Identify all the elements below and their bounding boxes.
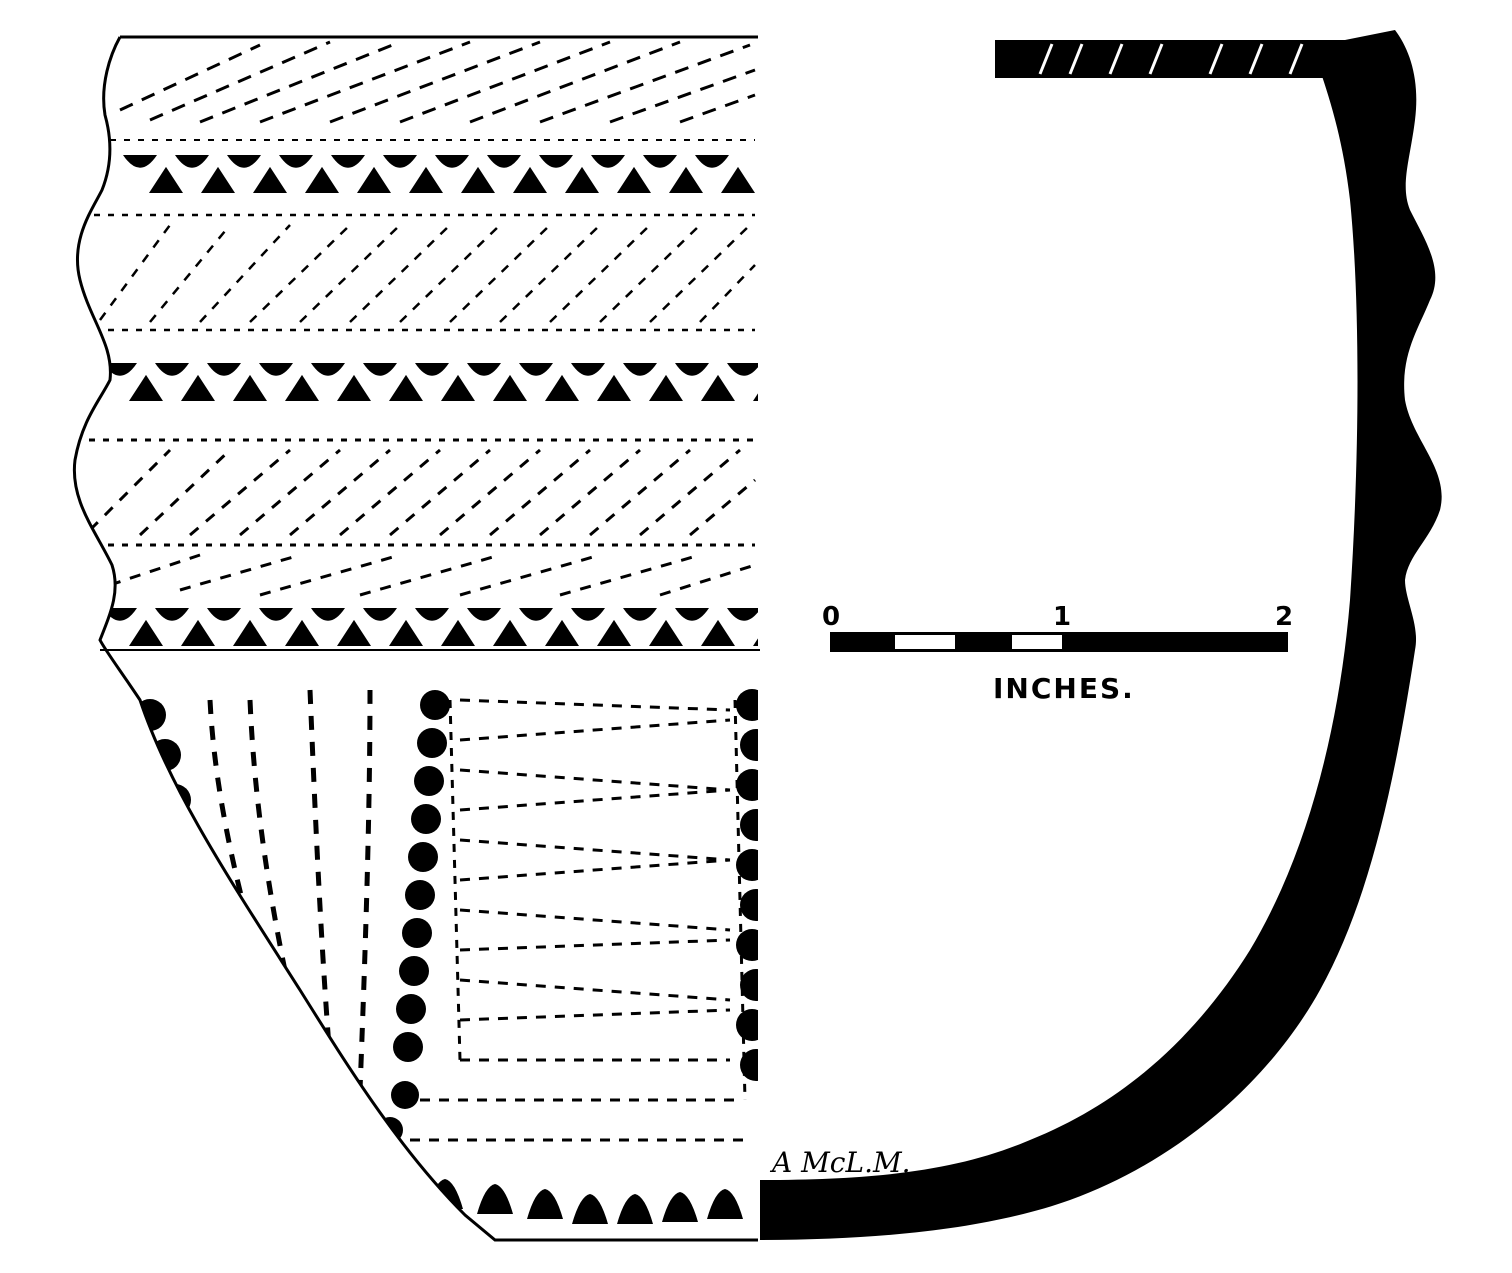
bead-impression xyxy=(736,769,768,801)
bead-impression xyxy=(417,728,447,758)
triangle-impression xyxy=(467,363,501,376)
bead-impression xyxy=(736,689,768,721)
triangle-impression xyxy=(129,375,163,401)
triangle-impression xyxy=(285,620,319,646)
bead-column-outer xyxy=(134,699,205,865)
horizontal-dash-panel xyxy=(410,700,750,1140)
bead-impression xyxy=(740,969,772,1001)
triangle-impression-row xyxy=(103,363,787,401)
triangle-impression xyxy=(545,375,579,401)
triangle-impression xyxy=(357,167,391,193)
triangle-impression xyxy=(259,608,293,621)
bead-impression xyxy=(411,804,441,834)
triangle-impression xyxy=(727,608,761,621)
scale-tick-1: 1 xyxy=(1053,602,1072,632)
triangle-impression xyxy=(487,155,521,168)
triangle-impression xyxy=(675,608,709,621)
triangle-impression xyxy=(149,167,183,193)
artist-signature: A McL.M. xyxy=(772,1146,911,1179)
triangle-impression xyxy=(233,620,267,646)
triangle-impression xyxy=(175,155,209,168)
bead-impression xyxy=(402,918,432,948)
triangle-impression xyxy=(591,155,625,168)
triangle-impression xyxy=(493,620,527,646)
triangle-impression xyxy=(279,155,313,168)
triangle-impression xyxy=(527,1189,563,1219)
triangle-impression xyxy=(461,167,495,193)
bead-impression xyxy=(740,729,772,761)
triangle-impression xyxy=(467,608,501,621)
triangle-impression xyxy=(155,363,189,376)
triangle-impression xyxy=(233,375,267,401)
bead-impression xyxy=(393,1032,423,1062)
triangle-impression xyxy=(753,375,787,401)
triangle-impression xyxy=(103,363,137,376)
triangle-impression xyxy=(311,608,345,621)
bead-column-left xyxy=(377,690,450,1143)
triangle-impression-row xyxy=(103,608,787,646)
bead-column-right xyxy=(736,689,772,1081)
bead-impression xyxy=(396,994,426,1024)
triangle-impression-row xyxy=(123,155,755,193)
triangle-impression xyxy=(701,375,735,401)
triangle-impression xyxy=(227,155,261,168)
triangle-impression xyxy=(415,608,449,621)
triangle-impression xyxy=(727,363,761,376)
triangle-impression xyxy=(623,608,657,621)
vertical-dash-panel xyxy=(210,690,370,1090)
triangle-impression-row-bottom xyxy=(427,1179,743,1224)
triangle-impression xyxy=(201,167,235,193)
hatch-band-lower-middle xyxy=(75,440,755,595)
triangle-impression xyxy=(753,620,787,646)
triangle-impression xyxy=(701,620,735,646)
triangle-impression xyxy=(617,1194,653,1224)
triangle-impression xyxy=(435,155,469,168)
triangle-impression xyxy=(617,167,651,193)
hatch-band-upper-middle xyxy=(80,215,755,330)
triangle-impression xyxy=(129,620,163,646)
triangle-impression xyxy=(363,363,397,376)
triangle-impression xyxy=(597,620,631,646)
bead-impression xyxy=(736,1009,768,1041)
hatch-band-top xyxy=(110,42,755,140)
triangle-impression xyxy=(649,620,683,646)
triangle-impression xyxy=(383,155,417,168)
triangle-impression xyxy=(597,375,631,401)
triangle-impression xyxy=(441,375,475,401)
triangle-impression xyxy=(259,363,293,376)
triangle-impression xyxy=(675,363,709,376)
bead-impression xyxy=(408,842,438,872)
triangle-impression xyxy=(669,167,703,193)
bead-impression xyxy=(740,889,772,921)
triangle-impression xyxy=(155,608,189,621)
scale-unit-label: INCHES. xyxy=(993,672,1135,705)
bead-impression xyxy=(414,766,444,796)
triangle-impression xyxy=(389,620,423,646)
triangle-impression xyxy=(285,375,319,401)
bead-impression xyxy=(134,699,166,731)
triangle-impression xyxy=(363,608,397,621)
triangle-impression xyxy=(123,155,157,168)
triangle-impression xyxy=(662,1192,698,1222)
triangle-impression xyxy=(441,620,475,646)
triangle-impression xyxy=(519,608,553,621)
triangle-impression xyxy=(623,363,657,376)
triangle-impression xyxy=(305,167,339,193)
triangle-impression xyxy=(409,167,443,193)
triangle-impression xyxy=(337,375,371,401)
triangle-impression xyxy=(695,155,729,168)
triangle-impression xyxy=(415,363,449,376)
triangle-impression xyxy=(389,375,423,401)
bead-impression xyxy=(405,880,435,910)
triangle-impression xyxy=(331,155,365,168)
triangle-impression xyxy=(477,1184,513,1214)
bead-impression xyxy=(149,739,181,771)
triangle-impression xyxy=(572,1194,608,1224)
triangle-impression xyxy=(181,620,215,646)
triangle-impression xyxy=(707,1189,743,1219)
bead-impression xyxy=(399,956,429,986)
triangle-impression xyxy=(519,363,553,376)
scale-tick-0: 0 xyxy=(822,602,841,632)
triangle-impression xyxy=(545,620,579,646)
triangle-impression xyxy=(311,363,345,376)
triangle-impression xyxy=(493,375,527,401)
bead-impression xyxy=(391,1081,419,1109)
triangle-impression xyxy=(571,363,605,376)
triangle-impression xyxy=(181,375,215,401)
triangle-impression xyxy=(207,363,241,376)
triangle-impression xyxy=(721,167,755,193)
triangle-impression xyxy=(253,167,287,193)
triangle-impression xyxy=(427,1179,463,1209)
triangle-impression xyxy=(337,620,371,646)
triangle-impression xyxy=(565,167,599,193)
triangle-impression xyxy=(649,375,683,401)
bead-impression xyxy=(175,835,205,865)
scale-bar xyxy=(822,602,1293,705)
triangle-impression xyxy=(207,608,241,621)
triangle-impression xyxy=(643,155,677,168)
bead-impression xyxy=(159,784,191,816)
scale-tick-2: 2 xyxy=(1275,602,1294,632)
rim-section xyxy=(995,40,1355,78)
triangle-impression xyxy=(513,167,547,193)
triangle-impression xyxy=(539,155,573,168)
bead-impression xyxy=(740,809,772,841)
bead-impression xyxy=(420,690,450,720)
triangle-impression xyxy=(571,608,605,621)
